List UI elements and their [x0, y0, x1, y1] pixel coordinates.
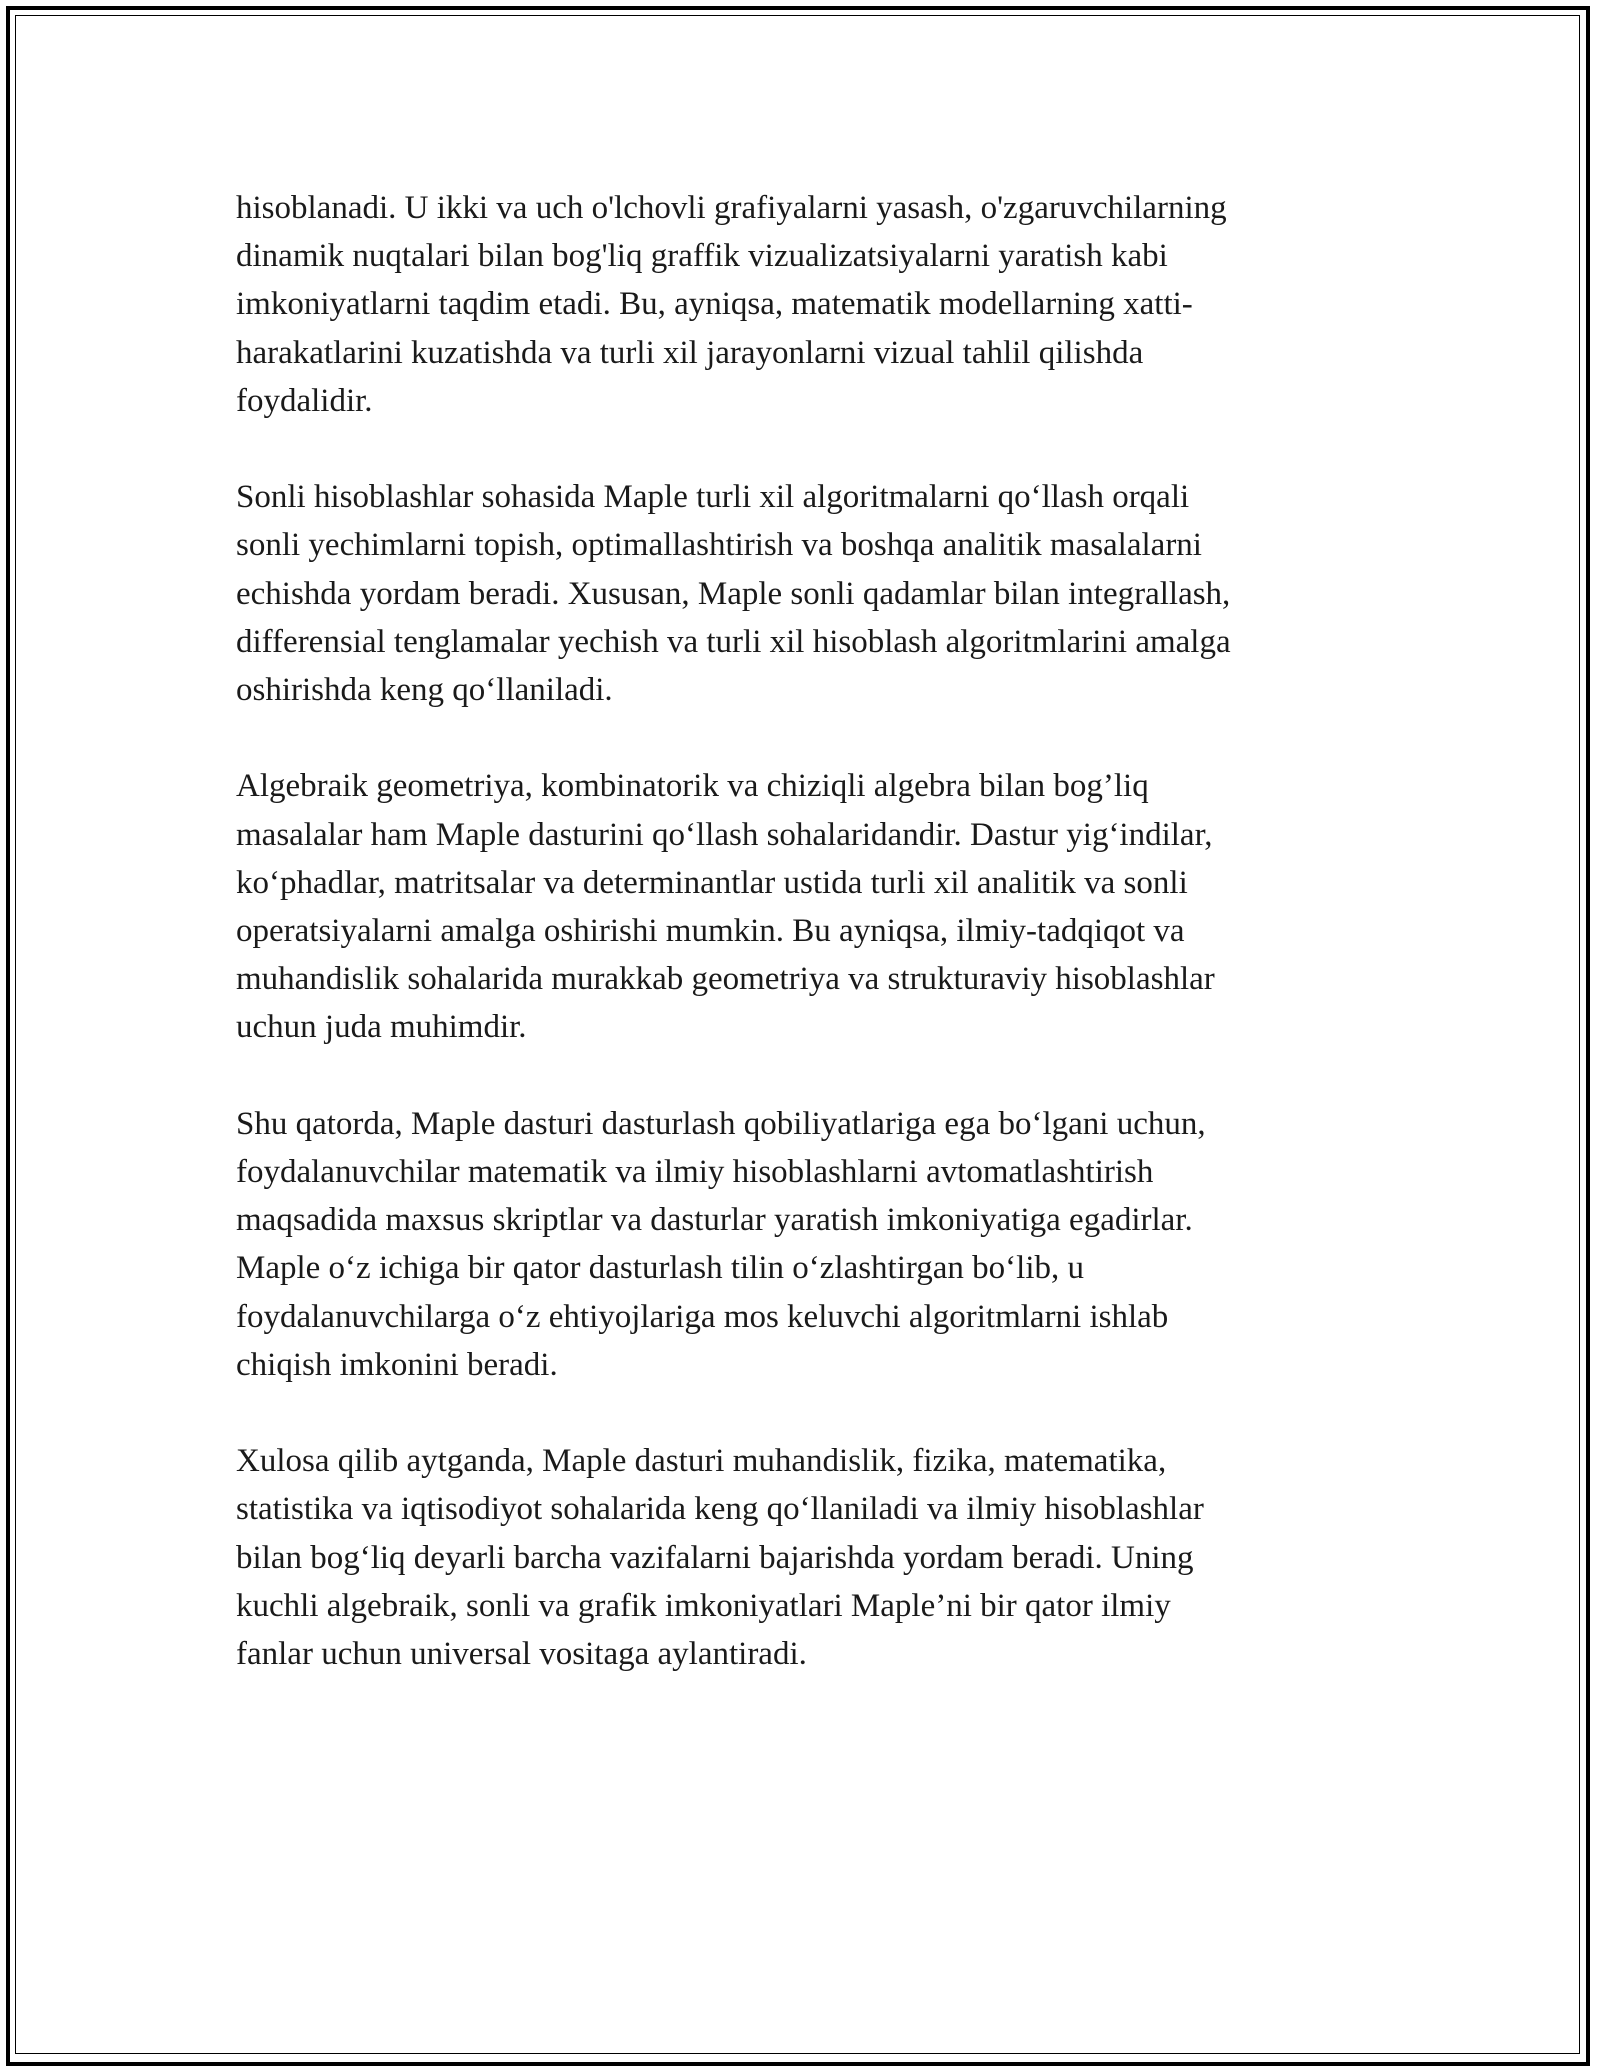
text-line: Shu qatorda, Maple dasturi dasturlash qobiliyatlariga ega bo‘lgani uchun, [236, 1105, 1206, 1142]
paragraph-4 [236, 1100, 1366, 1389]
text-line: muhandislik sohalarida murakkab geometriya va strukturaviy hisoblashlar [236, 961, 1215, 998]
text-line: bilan bog‘liq deyarli barcha vazifalarni bajarishda yordam beradi. Uning [236, 1539, 1194, 1576]
paragraph-3 [236, 762, 1366, 1051]
text-line: foydalanuvchilarga o‘z ehtiyojlariga mos keluvchi algoritmlarni ishlab [236, 1298, 1169, 1335]
text-line: statistika va iqtisodiyot sohalarida keng qo‘llaniladi va ilmiy hisoblashlar [236, 1491, 1204, 1528]
text-line: hisoblanadi. U ikki va uch o'lchovli grafiyalarni yasash, o'zgaruvchilarning [236, 190, 1227, 226]
text-line: Xulosa qilib aytganda, Maple dasturi muhandislik, fizika, matematika, [236, 1443, 1167, 1480]
text-line: ko‘phadlar, matritsalar va determinantlar ustida turli xil analitik va sonli [236, 864, 1188, 901]
paragraph-2 [236, 473, 1366, 714]
text-line: chiqish imkonini beradi. [236, 1346, 558, 1383]
text-line: Algebraik geometriya, kombinatorik va chiziqli algebra bilan bog’liq [236, 768, 1149, 805]
text-line: imkoniyatlarni taqdim etadi. Bu, ayniqsa, matematik modellarning xatti- [236, 286, 1193, 323]
text-line: fanlar uchun universal vositaga aylantiradi. [236, 1636, 807, 1673]
text-line: oshirishda keng qo‘llaniladi. [236, 672, 613, 709]
text-line: harakatlarini kuzatishda va turli xil jarayonlarni vizual tahlil qilishda [236, 334, 1144, 371]
text-line: echishda yordam beradi. Xususan, Maple sonli qadamlar bilan integrallash, [236, 575, 1231, 612]
text-line: kuchli algebraik, sonli va grafik imkoniyatlari Maple’ni bir qator ilmiy [236, 1587, 1171, 1624]
text-line: Maple o‘z ichiga bir qator dasturlash tilin o‘zlashtirgan bo‘lib, u [236, 1250, 1085, 1287]
text-line: sonli yechimlarni topish, optimallashtirish va boshqa analitik masalalarni [236, 527, 1202, 564]
text-line: dinamik nuqtalari bilan bog'liq graffik vizualizatsiyalarni yaratish kabi [236, 238, 1168, 275]
text-line: maqsadida maxsus skriptlar va dasturlar yaratish imkoniyatiga egadirlar. [236, 1202, 1193, 1239]
text-line: foydalanuvchilar matematik va ilmiy hisoblashlarni avtomatlashtirish [236, 1154, 1154, 1191]
text-line: operatsiyalarni amalga oshirishi mumkin. Bu ayniqsa, ilmiy-tadqiqot va [236, 913, 1185, 950]
text-line: masalalar ham Maple dasturini qo‘llash sohalaridandir. Dastur yig‘indilar, [236, 816, 1213, 853]
text-line: uchun juda muhimdir. [236, 1009, 527, 1046]
text-line: differensial tenglamalar yechish va turli xil hisoblash algoritmlarini amalga [236, 623, 1231, 660]
text-line: Sonli hisoblashlar sohasida Maple turli xil algoritmalarni qo‘llash orqali [236, 479, 1190, 516]
paragraph-1 [236, 184, 1366, 425]
document-body [236, 184, 1366, 1726]
text-line: foydalidir. [236, 382, 373, 419]
paragraph-5 [236, 1437, 1366, 1678]
